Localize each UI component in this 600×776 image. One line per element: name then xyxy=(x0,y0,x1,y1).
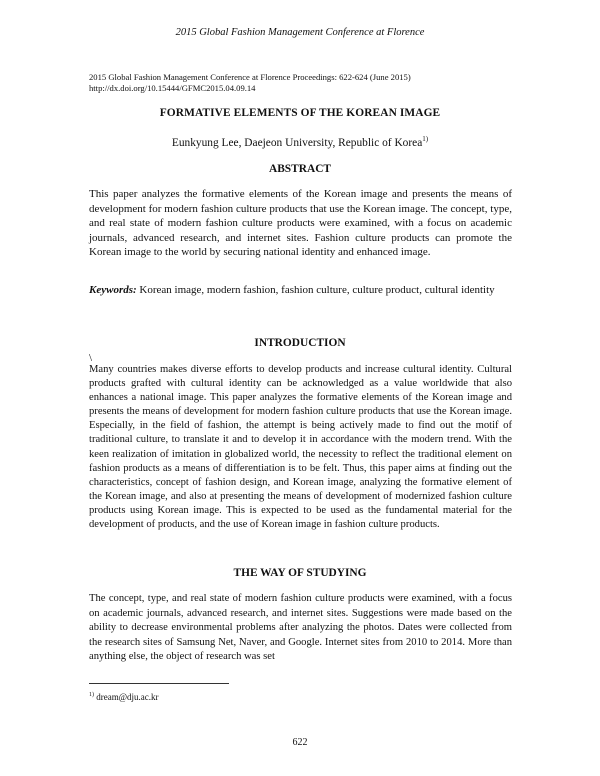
footnote-divider xyxy=(89,683,229,684)
author-line xyxy=(0,135,600,149)
page-number: 622 xyxy=(292,737,308,748)
running-head: 2015 Global Fashion Management Conference at Florence xyxy=(175,27,425,38)
way-of-studying-heading: THE WAY OF STUDYING xyxy=(233,567,367,579)
stray-character: \ xyxy=(89,352,93,364)
author-name: Eunkyung Lee, Daejeon University, Republic of Korea xyxy=(171,137,423,149)
keywords-list: Korean image, modern fashion, fashion culture, culture product, cultural identity xyxy=(139,284,495,296)
abstract-text: This paper analyzes the formative elements of the Korean image and presents the means of development for modern fashion culture products that use the Korean image. The concept, type, and real state of modern fashion culture products were examined, with a focus on academic journals, advanced research, and internet sites. Fashion culture products can promote the Korean image to the world by securing national identity and enhanced image. xyxy=(89,188,512,258)
footnote-marker: 1) xyxy=(89,692,94,698)
doi-link[interactable]: http://dx.doi.org/10.15444/GFMC2015.04.09.14 xyxy=(89,83,256,93)
keywords-label: Keywords: xyxy=(89,284,137,296)
paper-title: FORMATIVE ELEMENTS OF THE KOREAN IMAGE xyxy=(159,107,441,119)
author-footnote-marker: 1) xyxy=(422,135,429,143)
introduction-text: Many countries makes diverse efforts to develop products and increase cultural identity. Cultural products grafted with cultural identity can be acknowledged as a value worldwide that also enhances a national image. This paper analyzes the formative elements of the Korean image and presents the means of development for modern fashion culture products that use the Korean image. Especially, in the field of fashion, the attempt is being actively made to find out the motif of traditional culture, to translate it and to develop it in accordance with the modern trend. With the keen realization of imitation in globalized world, the necessity to reflect the traditional element on fashion products as a means of differentiation is to be felt. Thus, this paper aims at finding out the characteristics, concept of fashion design, and Korean image, analyzing the formative element of the Korean image, and also at presenting the means of development of modernized fashion culture products using Korean image. This is expected to be used as the fundamental material for the development of products, and the use of Korean image in fashion culture products. xyxy=(89,364,512,531)
proceedings-line: 2015 Global Fashion Management Conference at Florence Proceedings: 622-624 (June 2015) xyxy=(89,72,411,82)
introduction-heading: INTRODUCTION xyxy=(254,337,346,349)
footnote-email[interactable]: dream@dju.ac.kr xyxy=(96,692,159,702)
abstract-heading: ABSTRACT xyxy=(268,163,332,175)
way-of-studying-text: The concept, type, and real state of modern fashion culture products were examined, with a focus on academic journals, advanced research, and internet sites. Suggestions were made based on the ability to decrease environmental problems after analyzing the photos. Dates were collected from the research sites of Samsung Net, Naver, and Google. Internet sites from 2010 to 2014. More than anything else, the object of research was set xyxy=(89,593,512,662)
keywords xyxy=(89,283,512,298)
proceedings-info xyxy=(89,72,519,94)
footnote xyxy=(89,692,159,702)
